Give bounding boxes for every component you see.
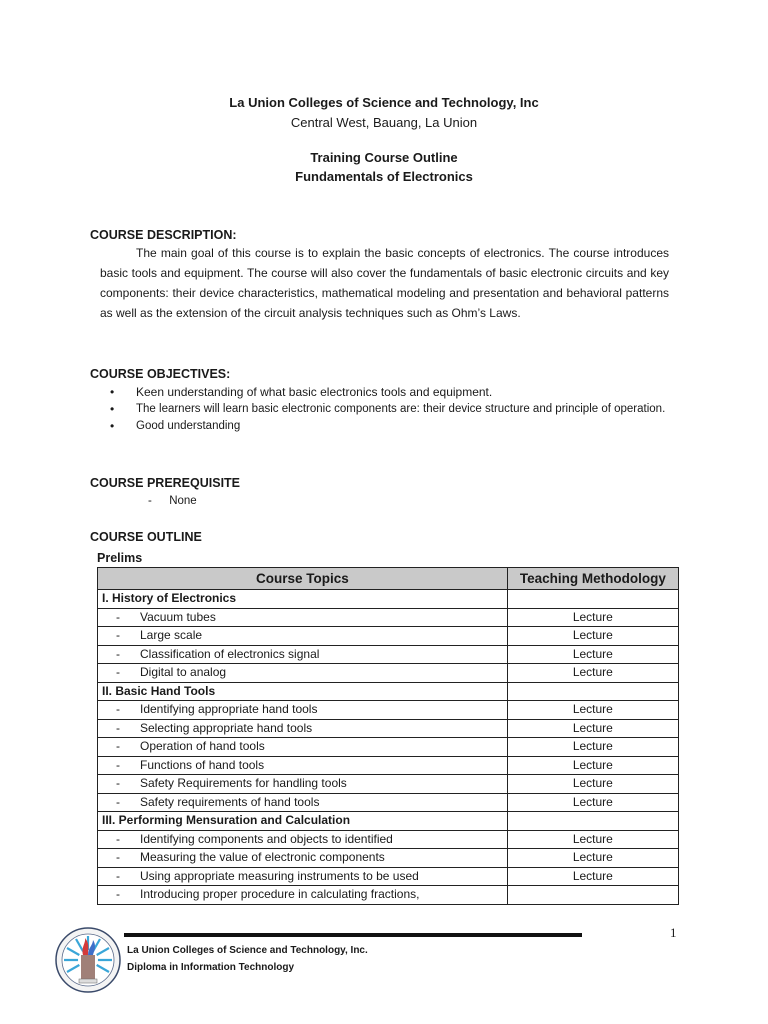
methodology-cell: Lecture [507, 849, 678, 868]
methodology-cell [507, 590, 678, 609]
topic-text: Measuring the value of electronic components [140, 850, 385, 865]
methodology-cell: Lecture [507, 627, 678, 646]
table-row [98, 627, 679, 646]
topic-text: Selecting appropriate hand tools [140, 720, 313, 735]
topic-cell [98, 627, 508, 646]
prerequisite-item [148, 495, 197, 507]
table-row [98, 849, 679, 868]
table-row [98, 867, 679, 886]
bullet-icon: • [110, 385, 115, 399]
topic-cell [98, 608, 508, 627]
section-row [98, 682, 679, 701]
methodology-cell: Lecture [507, 608, 678, 627]
topic-text: Identifying components and objects to identified [140, 831, 393, 846]
column-header-methodology: Teaching Methodology [507, 568, 678, 590]
topic-cell [98, 738, 508, 757]
dash-icon: - [116, 739, 120, 754]
objectives-list [110, 384, 670, 435]
dash-icon: - [116, 628, 120, 643]
topic-text: Digital to analog [140, 665, 227, 680]
topic-cell [98, 886, 508, 905]
topic-text: Safety Requirements for handling tools [140, 776, 347, 791]
table-row [98, 738, 679, 757]
school-seal-icon [55, 927, 121, 993]
prerequisite-value: None [169, 495, 197, 507]
dash-icon: - [116, 720, 120, 735]
topic-cell [98, 867, 508, 886]
topic-text: Safety requirements of hand tools [140, 794, 320, 809]
course-objectives-heading: COURSE OBJECTIVES: [90, 367, 231, 381]
table-row [98, 701, 679, 720]
course-prerequisite-heading: COURSE PREREQUISITE [90, 476, 241, 490]
table-row [98, 664, 679, 683]
topic-cell [98, 793, 508, 812]
topic-cell [98, 775, 508, 794]
dash-icon: - [116, 831, 120, 846]
methodology-cell: Lecture [507, 738, 678, 757]
methodology-cell: Lecture [507, 793, 678, 812]
methodology-cell [507, 682, 678, 701]
document-title: Training Course Outline [310, 150, 458, 165]
methodology-cell [507, 812, 678, 831]
topic-text: Operation of hand tools [140, 739, 265, 754]
topic-text: Vacuum tubes [140, 609, 216, 624]
topic-cell: II. Basic Hand Tools [98, 682, 508, 701]
topic-text: Using appropriate measuring instruments to be used [140, 868, 419, 883]
dash-icon: - [116, 850, 120, 865]
methodology-cell: Lecture [507, 645, 678, 664]
dash-icon: - [116, 665, 120, 680]
topic-text: Functions of hand tools [140, 757, 265, 772]
topic-cell: III. Performing Mensuration and Calculation [98, 812, 508, 831]
topic-text: Large scale [140, 628, 203, 643]
section-row [98, 590, 679, 609]
topic-cell [98, 645, 508, 664]
table-row [98, 608, 679, 627]
dash-icon: - [116, 702, 120, 717]
methodology-cell: Lecture [507, 775, 678, 794]
section-row [98, 812, 679, 831]
topic-text: Identifying appropriate hand tools [140, 702, 318, 717]
objective-item: • The learners will learn basic electronic components are: their device structure and principle of operation. [110, 402, 666, 416]
table-row [98, 756, 679, 775]
dash-icon: - [148, 495, 152, 507]
page-number: 1 [670, 925, 677, 940]
table-row [98, 645, 679, 664]
dash-icon: - [116, 868, 120, 883]
methodology-cell [507, 886, 678, 905]
course-name: Fundamentals of Electronics [295, 169, 473, 184]
bullet-icon: • [110, 402, 115, 416]
topic-cell [98, 701, 508, 720]
dash-icon: - [116, 609, 120, 624]
dash-icon: - [116, 757, 120, 772]
topic-cell [98, 664, 508, 683]
dash-icon: - [116, 646, 120, 661]
topic-cell [98, 719, 508, 738]
bullet-icon: • [110, 419, 115, 433]
table-row [98, 830, 679, 849]
methodology-cell: Lecture [507, 701, 678, 720]
institution-name: La Union Colleges of Science and Technology, Inc [229, 95, 539, 110]
table-row [98, 886, 679, 905]
column-header-topics: Course Topics [98, 568, 508, 590]
footer-program: Diploma in Information Technology [127, 962, 295, 973]
course-description-text: The main goal of this course is to explain the basic concepts of electronics. The course introduces basic tools and equipment. The course will also cover the fundamentals of basic electronic circuits and key components: their device characteristics, mathematical modeling and presentation and behavioral patterns as well as the extension of the circuit analysis techniques such as Ohm’s Laws. [100, 246, 669, 320]
methodology-cell: Lecture [507, 664, 678, 683]
table-row [98, 775, 679, 794]
institution-address: Central West, Bauang, La Union [290, 115, 478, 130]
course-outline-heading: COURSE OUTLINE [90, 530, 202, 544]
term-label: Prelims [97, 551, 143, 565]
methodology-cell: Lecture [507, 756, 678, 775]
topic-cell [98, 830, 508, 849]
dash-icon: - [116, 794, 120, 809]
course-description-heading: COURSE DESCRIPTION: [90, 228, 237, 242]
topic-text: Introducing proper procedure in calculating fractions, [140, 887, 420, 902]
dash-icon: - [116, 887, 120, 902]
table-body [98, 590, 679, 905]
course-outline-table [97, 567, 679, 905]
topic-cell: I. History of Electronics [98, 590, 508, 609]
methodology-cell: Lecture [507, 830, 678, 849]
table-row [98, 793, 679, 812]
topic-cell [98, 849, 508, 868]
methodology-cell: Lecture [507, 867, 678, 886]
footer-divider [124, 933, 582, 937]
topic-text: Classification of electronics signal [140, 646, 320, 661]
topic-cell [98, 756, 508, 775]
table-row [98, 719, 679, 738]
footer-institution: La Union Colleges of Science and Technology, Inc. [127, 945, 368, 956]
methodology-cell: Lecture [507, 719, 678, 738]
objective-item: • Keen understanding of what basic electronics tools and equipment. [110, 385, 493, 399]
objective-item: • Good understanding [110, 419, 241, 433]
dash-icon: - [116, 776, 120, 791]
table-header-row [98, 568, 679, 590]
